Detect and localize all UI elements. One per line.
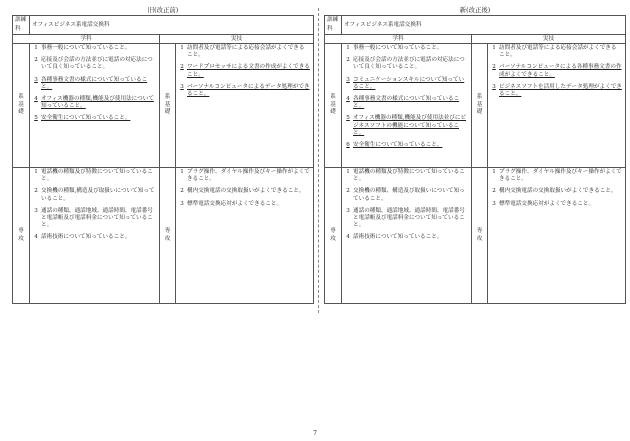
list-item (177, 169, 310, 183)
item-number: 1 (492, 169, 496, 175)
item-number: 1 (34, 45, 38, 51)
list-item (31, 96, 156, 110)
old-basic-label: 系 基 礎 (13, 44, 30, 168)
item-text: 通話の種類、通話地域、通話時間、電話番号と電話帳及び電話料金について知っていること。 (41, 207, 153, 229)
item-number: 5 (34, 115, 38, 122)
new-col-theory: 学科 (325, 35, 472, 44)
item-number: 2 (34, 57, 38, 64)
old-subject-name: オフィスビジネス系電話交換科 (30, 16, 314, 35)
list-item (343, 57, 468, 71)
item-number: 2 (346, 188, 350, 195)
item-number: 3 (346, 207, 350, 214)
item-number: 3 (492, 200, 496, 207)
old-basic-practice-label: 系 基 礎 (160, 44, 176, 168)
item-text: 事務一般について知っていること。 (353, 45, 443, 51)
item-text: 話術技術について知っていること。 (353, 234, 443, 241)
old-special-theory-list (30, 168, 159, 242)
new-special-practice-list (488, 168, 625, 208)
item-text: ワードプロセッサによる文書の作成がよくできること。 (187, 64, 310, 78)
item-text: 交換機の種類,構造及び取扱いについて知っていること。 (41, 188, 155, 202)
list-item (31, 77, 156, 91)
item-text: 訪問者及び電話等による応接会話がよくできること。 (499, 45, 617, 59)
item-text: 各種事務文書の様式について知っていること。 (353, 96, 460, 110)
item-number: 2 (346, 57, 350, 64)
old-special-practice-list (176, 168, 313, 208)
item-text: オフィス機器の種類,機能及び使用法について知っていること。 (41, 96, 154, 110)
item-text: 交換機の種類、構造及び取扱いについて知っていること。 (353, 188, 465, 202)
item-text: 応接及び会話の方法並びに電話の対応法について良く知っていること。 (353, 57, 465, 71)
item-text: 安全衛生について知っていること。 (41, 115, 131, 122)
list-item (343, 169, 468, 183)
list-item (31, 234, 156, 241)
item-number: 2 (34, 188, 38, 195)
item-number: 4 (346, 96, 350, 103)
list-item (343, 45, 468, 52)
new-panel (324, 6, 626, 304)
list-item (31, 57, 156, 71)
new-basic-theory-list (342, 44, 471, 149)
item-text: 通話の種類、通話地域、通話時間、電話番号と電話帳及び電話料金について知っていること。 (353, 207, 465, 229)
list-item (177, 64, 310, 78)
item-text: 構内交換電話の交換取扱いがよくできること。 (187, 188, 305, 195)
list-item (31, 169, 156, 183)
new-basic-practice-list (488, 44, 625, 98)
list-item (489, 188, 622, 195)
list-item (343, 188, 468, 202)
item-number: 6 (346, 142, 350, 149)
item-number: 3 (180, 200, 184, 207)
item-text: 応接及び会話の方法並びに電話の対応法について良く知っていること。 (41, 57, 153, 71)
list-item (31, 208, 156, 230)
item-number: 1 (180, 45, 184, 51)
item-number: 3 (34, 207, 38, 214)
old-subject-label: 訓練科 (13, 16, 30, 35)
old-table (12, 15, 314, 304)
list-item (343, 234, 468, 241)
list-item (177, 201, 310, 208)
item-number: 3 (346, 76, 350, 83)
item-number: 2 (492, 64, 496, 71)
list-item (489, 201, 622, 208)
new-table (324, 15, 626, 304)
item-number: 1 (492, 45, 496, 51)
item-number: 3 (180, 83, 184, 90)
new-special-practice-label: 専 攻 (472, 168, 488, 304)
list-item (343, 142, 468, 149)
item-text: 標準電話交換応対がよくできること。 (187, 200, 283, 207)
item-text: プラグ操作、ダイヤル操作及びキー操作がよくできること。 (499, 169, 622, 183)
list-item (31, 45, 156, 52)
list-item (489, 84, 622, 98)
item-number: 2 (492, 188, 496, 195)
item-number: 4 (34, 234, 38, 241)
item-text: 電話機の種類及び特徴について知っていること。 (353, 169, 465, 183)
item-text: コミュニケーションスキルについて知っていること。 (353, 76, 465, 90)
new-subject-name: オフィスビジネス系電話交換科 (342, 16, 626, 35)
item-text: 電話機の種類及び特徴について知っていること。 (41, 169, 153, 183)
item-text: 話術技術について知っていること。 (41, 234, 131, 241)
old-col-practice: 実技 (160, 35, 314, 44)
new-special-theory-list (342, 168, 471, 242)
item-number: 1 (34, 169, 38, 175)
item-text: ビジネスソフトを活用したデータ処理がよくできること。 (499, 83, 622, 98)
item-number: 5 (346, 115, 350, 122)
page-number: 7 (313, 430, 317, 437)
item-text: オフィス機器の種類,機能及び使用法並びにビジネスソフトの機能について知っていること。 (353, 115, 467, 136)
item-text: プラグ操作、ダイヤル操作及びキー操作がよくできること。 (187, 169, 310, 183)
old-special-label: 専 攻 (13, 168, 30, 304)
item-text: 訪問者及び電話等による応接会話がよくできること。 (187, 45, 305, 59)
item-text: パーソナルコンピュータによる各種事務文書の作成がよくできること。 (499, 64, 622, 78)
item-number: 1 (346, 45, 350, 51)
list-item (489, 169, 622, 183)
item-number: 4 (346, 234, 350, 241)
new-special-label: 専 攻 (325, 168, 342, 304)
old-basic-theory-list (30, 44, 159, 123)
item-number: 1 (180, 169, 184, 175)
new-basic-label: 系 基 礎 (325, 44, 342, 168)
item-text: 事務一般について知っていること。 (41, 45, 131, 51)
item-number: 4 (34, 96, 38, 103)
item-text: 安全衛生について知っていること。 (353, 142, 443, 149)
old-panel-title: 旧(改正前) (147, 6, 179, 14)
item-number: 3 (34, 76, 38, 83)
item-text: 標準電話交換応対がよくできること。 (499, 200, 595, 207)
item-number: 1 (346, 169, 350, 175)
old-basic-practice-list (176, 44, 313, 98)
list-item (31, 188, 156, 202)
list-item (343, 208, 468, 230)
list-item (31, 115, 156, 122)
old-panel (12, 6, 314, 304)
new-subject-label: 訓練科 (325, 16, 342, 35)
list-item (489, 45, 622, 59)
list-item (177, 45, 310, 59)
new-col-practice: 実技 (472, 35, 626, 44)
list-item (343, 96, 468, 110)
list-item (343, 115, 468, 137)
item-number: 3 (492, 83, 496, 90)
list-item (177, 84, 310, 98)
item-text: 各種事務文書の様式について知っていること。 (41, 76, 148, 90)
item-text: パーソナルコンピュータによるデータ処理ができること。 (187, 83, 310, 98)
new-basic-practice-label: 系 基 礎 (472, 44, 488, 168)
item-number: 2 (180, 64, 184, 71)
old-col-theory: 学科 (13, 35, 160, 44)
panel-divider (318, 8, 319, 313)
list-item (177, 188, 310, 195)
list-item (343, 77, 468, 91)
old-special-practice-label: 専 攻 (160, 168, 176, 304)
item-number: 2 (180, 188, 184, 195)
list-item (489, 64, 622, 78)
new-panel-title: 新(改正後) (459, 6, 491, 14)
item-text: 構内交換電話の交換取扱いがよくできること。 (499, 188, 617, 195)
